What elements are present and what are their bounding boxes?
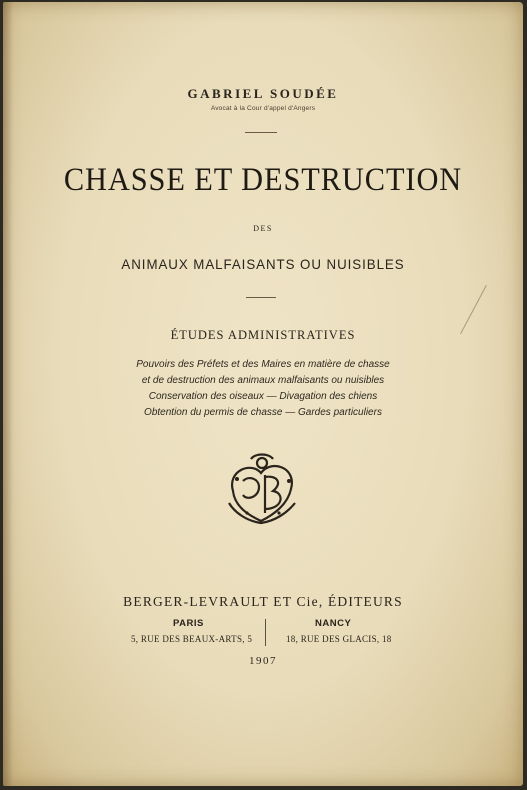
description-line: et de destruction des animaux malfaisants ou nuisibles — [141, 375, 385, 386]
author-role: Avocat à la Cour d'appel d'Angers — [210, 105, 316, 112]
location-separator — [265, 619, 266, 646]
title-page — [3, 2, 523, 786]
publication-year: 1907 — [249, 655, 277, 667]
city-paris: PARIS — [173, 618, 204, 629]
publisher-name: BERGER-LEVRAULT ET Cie, ÉDITEURS — [123, 594, 403, 609]
address-nancy: 18, RUE DES GLACIS, 18 — [286, 634, 392, 644]
publisher-monogram-icon — [221, 451, 303, 529]
divider-rule-middle — [246, 297, 276, 298]
title-connector: DES — [253, 224, 273, 233]
author-name: GABRIEL SOUDÉE — [187, 86, 339, 101]
description-line: Obtention du permis de chasse — Gardes particuliers — [144, 407, 382, 418]
section-heading: ÉTUDES ADMINISTRATIVES — [170, 328, 356, 342]
city-nancy: NANCY — [315, 618, 352, 629]
paper-crease — [460, 285, 487, 334]
divider-rule-top — [245, 132, 277, 133]
book-title: CHASSE ET DESTRUCTION — [63, 162, 463, 198]
description-line: Pouvoirs des Préfets et des Maires en matière de chasse — [136, 359, 390, 370]
description-line: Conservation des oiseaux — Divagation des chiens — [148, 391, 378, 402]
address-paris: 5, RUE DES BEAUX-ARTS, 5 — [131, 634, 253, 644]
book-subtitle: ANIMAUX MALFAISANTS OU NUISIBLES — [121, 256, 405, 272]
